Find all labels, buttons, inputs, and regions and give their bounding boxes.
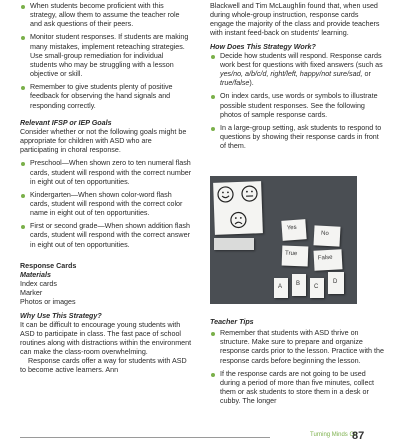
- true-card: True: [282, 246, 309, 267]
- left-column: [20, 2, 192, 376]
- list-item: When students become proficient with this strategy, allow them to assume the teacher role and ask questions of their peers.: [20, 2, 192, 29]
- right-column-bottom: [210, 318, 384, 410]
- page-number: 87: [352, 430, 365, 442]
- neutral-face-icon: [239, 183, 260, 204]
- why-heading: Why Use This Strategy?: [20, 311, 102, 320]
- how-list: [210, 52, 384, 152]
- b-card: B: [292, 274, 306, 296]
- materials-heading: Materials: [20, 270, 51, 279]
- false-card: False: [313, 249, 342, 270]
- section-title: Response Cards: [20, 261, 77, 270]
- material-item: Index cards: [20, 280, 57, 289]
- why-paragraph-2: Response cards offer a way for students with ASD to become active learners. Ann: [20, 357, 187, 375]
- response-cards-photo: [210, 176, 357, 304]
- material-item: Marker: [20, 289, 43, 298]
- how-heading: How Does This Strategy Work?: [210, 42, 316, 51]
- happy-face-icon: [215, 184, 236, 205]
- blank-card: [214, 238, 254, 250]
- list-item: Kindergarten—When shown color-word flash cards, student will respond with the correct color name in eight out of ten opportunities.: [20, 191, 192, 218]
- goals-list: [20, 159, 192, 249]
- list-item: In a large-group setting, ask students to respond to questions by showing their response cards in front of them.: [210, 124, 384, 151]
- list-item: If the response cards are not going to be used during a period of more than five minutes, collect them or ask students to store them in a desk or cubby. The longer: [210, 370, 384, 407]
- top-bullet-list: [20, 2, 192, 111]
- sad-face-icon: [228, 210, 249, 231]
- list-item: On index cards, use words or symbols to illustrate possible student responses. See the following photos of sample response cards.: [210, 92, 384, 119]
- list-item: Preschool—When shown zero to ten numeral flash cards, student will respond with the correct number in eight out of ten opportunities.: [20, 159, 192, 186]
- d-card: D: [328, 272, 344, 294]
- material-item: Photos or images: [20, 298, 76, 307]
- goals-heading: Relevant IFSP or IEP Goals: [20, 118, 112, 127]
- page-footer: [0, 430, 400, 445]
- footer-rule: [20, 437, 270, 438]
- no-card: No: [313, 225, 340, 246]
- goals-intro: Consider whether or not the following goals might be appropriate for children with ASD who are participating in choral response.: [20, 127, 187, 155]
- faces-card: [213, 181, 263, 235]
- why-paragraph-1: It can be difficult to encourage young students with ASD to participate in class. The fast pace of school routines along with distractions within the environment can make the class-room overwhelming.: [20, 320, 192, 357]
- c-card: C: [310, 278, 324, 298]
- right-column-top: [210, 2, 384, 155]
- list-item: Remember that students with ASD thrive on structure. Make sure to prepare and organize response cards prior to the lesson. Practice with the response cards before beginning the lesson.: [210, 329, 384, 366]
- tips-list: [210, 329, 384, 406]
- list-item: Decide how students will respond. Response cards work best for questions with fixed answers (such as yes/no, a/b/c/d, right/left, happy/not sure/sad, or true/false).: [210, 52, 384, 89]
- intro-paragraph: Blackwell and Tim McLaughlin found that, when used during whole-group instruction, response cards engage the majority of the class and provide teachers with instant feed-back on students' learning.: [210, 2, 380, 38]
- list-item: Remember to give students plenty of positive feedback for observing the hand signals and responding correctly.: [20, 83, 192, 110]
- tips-heading: Teacher Tips: [210, 318, 254, 326]
- a-card: A: [274, 278, 288, 298]
- yes-card: Yes: [281, 219, 306, 241]
- footer-label: Turning Minds On: [310, 432, 358, 438]
- list-item: First or second grade—When shown addition flash cards, student will respond with the correct answer in eight out of ten opportunities.: [20, 222, 192, 249]
- list-item: Monitor student responses. If students are making many mistakes, implement reteaching strategies. Use small-group remediation for individual students who may be struggling with a lesson objective or skill.: [20, 33, 192, 79]
